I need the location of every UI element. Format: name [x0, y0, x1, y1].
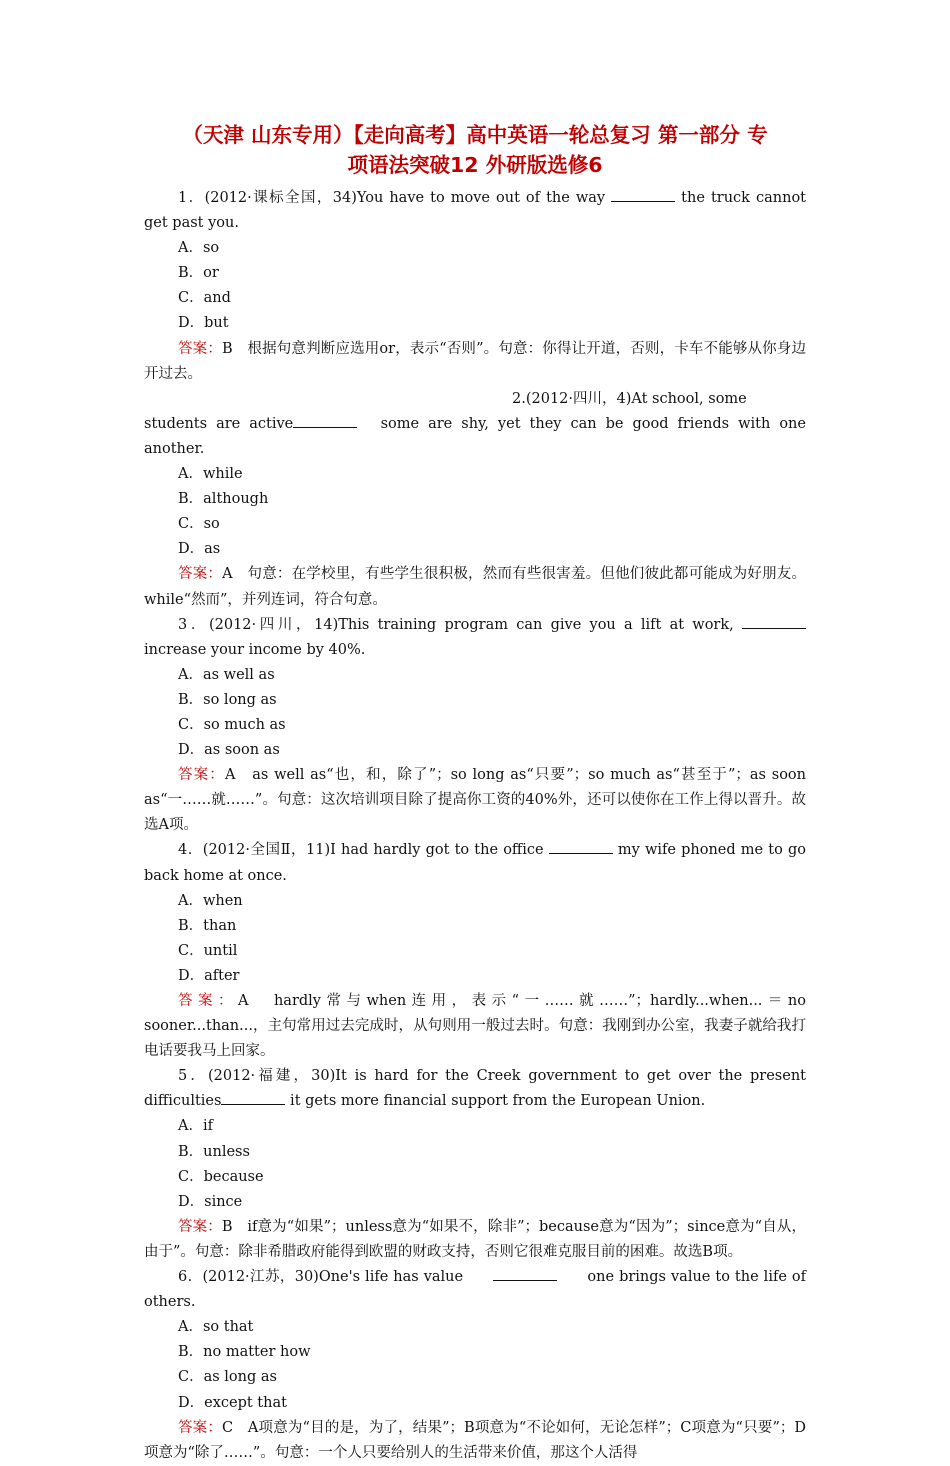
answer-explanation: 答案：B if意为“如果”；unless意为“如果不，除非”；because意为“因为”；since意为“自从，由于”。句意：除非希腊政府能得到欧盟的财政支持，否则它很难克服目前的困难。故选B项。 — [144, 1218, 807, 1260]
answer-label: 答案： — [178, 767, 225, 784]
option-c: C．because — [178, 1168, 264, 1185]
option-a: A．while — [178, 466, 243, 483]
question-6 — [144, 1265, 806, 1466]
option-d: D．but — [178, 315, 229, 332]
option-b: B．no matter how — [178, 1344, 311, 1361]
answer-label: 答案： — [178, 340, 222, 357]
option-b: B．than — [178, 917, 237, 934]
answer-explanation: 答案：A 句意：在学校里，有些学生很积极，然而有些很害羞。但他们彼此都可能成为好朋友。while“然而”，并列连词，符合句意。 — [144, 566, 806, 608]
question-stem: 4．(2012·全国Ⅱ，11)I had hardly got to the office my wife phoned me to go back home at once. — [144, 838, 806, 888]
option-b: B．so long as — [178, 691, 277, 708]
answer-blank — [293, 413, 357, 428]
option-a: A．so — [178, 240, 220, 257]
options — [144, 889, 806, 989]
answer-label: 答案： — [178, 566, 223, 583]
question-stem: 6．(2012·江苏，30)One's life has value one brings value to the life of others. — [144, 1265, 806, 1315]
option-c: C．as long as — [178, 1369, 277, 1386]
answer-blank — [549, 839, 613, 854]
question-lead: 2.(2012·四川，4)At school, some — [512, 390, 747, 407]
option-a: A．so that — [178, 1319, 254, 1336]
answer-blank — [493, 1266, 557, 1281]
option-c: C．and — [178, 290, 231, 307]
answer-blank — [611, 187, 675, 202]
options — [144, 663, 806, 763]
options — [144, 1114, 806, 1214]
question-list — [144, 186, 806, 1466]
option-d: D．as — [178, 541, 221, 558]
document-title — [144, 120, 806, 180]
option-b: B．although — [178, 491, 269, 508]
question-1 — [144, 186, 806, 387]
option-a: A．as well as — [178, 666, 275, 683]
option-c: C．so much as — [178, 716, 286, 733]
option-d: D．since — [178, 1193, 243, 1210]
question-stem: 5．(2012·福建，30)It is hard for the Creek government to get over the present difficulties it gets more financial support from the European Union. — [144, 1068, 806, 1110]
answer-label: 答案： — [178, 1218, 222, 1235]
options — [144, 236, 806, 336]
option-d: D．as soon as — [178, 742, 280, 759]
option-b: B．or — [178, 265, 219, 282]
option-c: C．so — [178, 516, 220, 533]
question-2 — [144, 387, 806, 613]
answer-explanation: 答案：B 根据句意判断应选用or，表示“否则”。句意：你得让开道，否则，卡车不能够从你身边开过去。 — [144, 340, 807, 382]
title-line-1: （天津 山东专用）【走向高考】高中英语一轮总复习 第一部分 专 — [182, 123, 768, 147]
options — [144, 1315, 806, 1415]
option-b: B．unless — [178, 1143, 250, 1160]
option-a: A．when — [178, 892, 243, 909]
option-d: D．except that — [178, 1394, 287, 1411]
answer-label: 答案： — [178, 1419, 222, 1436]
title-line-2: 项语法突破12 外研版选修6 — [347, 153, 603, 177]
answer-label: 答案： — [178, 993, 238, 1009]
option-d: D．after — [178, 967, 240, 984]
question-stem: students are active some are shy, yet they can be good friends with one another. — [144, 412, 806, 462]
question-stem: 3．(2012·四川，14)This training program can give you a lift at work, increase your income by 40%. — [144, 613, 806, 663]
question-3 — [144, 613, 806, 839]
question-4 — [144, 838, 806, 1064]
options — [144, 462, 806, 562]
answer-blank — [221, 1090, 285, 1105]
option-c: C．until — [178, 942, 238, 959]
answer-explanation: 答案：A as well as“也，和，除了”；so long as“只要”；so much as“甚至于”；as soon as“一……就……”。句意：这次培训项目除了提高你工资的40%外，还可以使你在工作上得以晋升。故选A项。 — [144, 767, 807, 834]
question-5 — [144, 1064, 806, 1265]
question-stem: 1．(2012·课标全国，34)You have to move out of the way the truck cannot get past you. — [144, 186, 806, 236]
answer-blank — [742, 614, 806, 629]
option-a: A．if — [178, 1118, 213, 1135]
answer-explanation: 答案：A hardly常与when连用，表示“一……就……”；hardly...when...＝no sooner...than...，主句常用过去完成时，从句则用一般过去时。句意：我刚到办公室，我妻子就给我打电话要我马上回家。 — [144, 993, 806, 1060]
answer-explanation: 答案：C A项意为“目的是，为了，结果”；B项意为“不论如何，无论怎样”；C项意为“只要”；D项意为“除了……”。句意：一个人只要给别人的生活带来价值，那这个人活得 — [144, 1419, 807, 1461]
